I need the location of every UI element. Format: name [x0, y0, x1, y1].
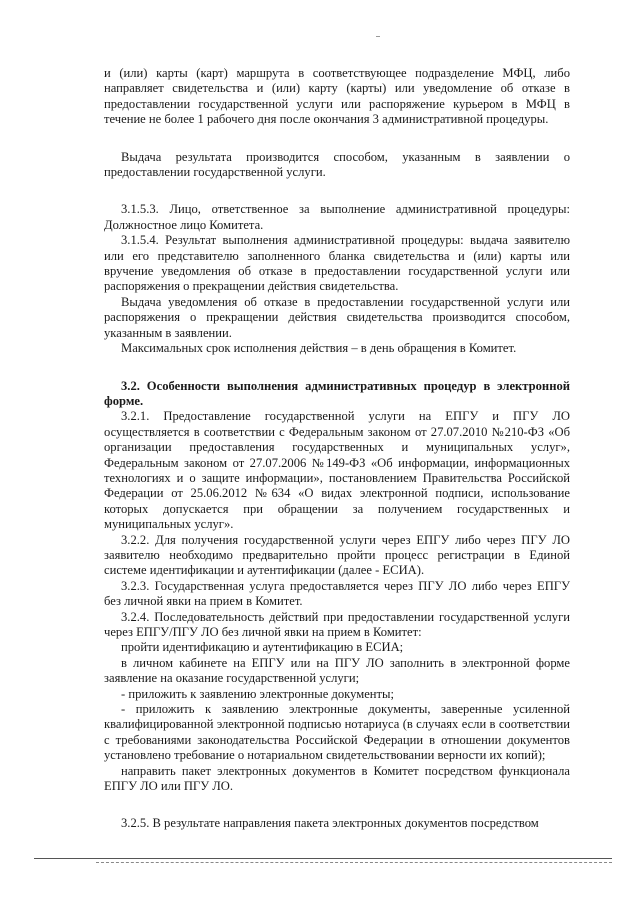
paragraph-max-term: Максимальных срок исполнения действия – в день обращения в Комитет. — [121, 341, 517, 356]
paragraph-result-delivery: Выдача результата производится способом, указанным в заявлении о предоставлении государственной услуги. — [104, 149, 570, 180]
list-item-attach-notarized: - приложить к заявлению электронные документы, заверенные усиленной квалифицированной электронной подписью нотариуса (в случаях если в соответствии с требованиями законодательства Российской Федерации в отношении документов установлено требование о нотариальном свидетельствовании верности их копий); — [104, 702, 570, 763]
paragraph-3-1-5-3: 3.1.5.3. Лицо, ответственное за выполнение административной процедуры: Должностное лицо Комитета. — [104, 202, 570, 232]
paragraph-refusal-delivery: Выдача уведомления об отказе в предоставлении государственной услуги или распоряжения о прекращении действия свидетельства производится способом, указанным в заявлении. — [104, 294, 570, 340]
paragraph-3-1-5-4: 3.1.5.4. Результат выполнения административной процедуры: выдача заявителю или его представителю заполненного бланка свидетельства и (или) карты или вручение уведомления об отказе в предоставлении государственной услуги или распоряжения о прекращении действия свидетельства. — [104, 233, 570, 294]
list-item-send-package: направить пакет электронных документов в Комитет посредством функционала ЕПГУ ЛО или ПГУ ЛО. — [104, 763, 570, 794]
list-item-identification: пройти идентификацию и аутентификацию в ЕСИА; — [121, 640, 404, 655]
paragraph-3-2-4: 3.2.4. Последовательность действий при предоставлении государственной услуги через ЕПГУ/ПГУ ЛО без личной явки на прием в Комитет: — [104, 609, 570, 639]
scan-mark — [376, 36, 380, 37]
paragraph-continuation: и (или) карты (карт) маршрута в соответствующее подразделение МФЦ, либо направляет свидетельства и (или) карту (карты) или уведомление об отказе в предоставлении государственной услуги или распоряжение курьером в МФЦ в течение не более 1 рабочего дня после окончания 3 административной процедуры. — [104, 66, 570, 127]
paragraph-3-2-3: 3.2.3. Государственная услуга предоставляется через ПГУ ЛО либо через ЕПГУ без личной явки на прием в Комитет. — [104, 578, 570, 609]
paragraph-3-2-2: 3.2.2. Для получения государственной услуги через ЕПГУ либо через ПГУ ЛО заявителю необходимо предварительно пройти процесс регистрации в Единой системе идентификации и аутентификации (далее - ЕСИА). — [104, 532, 570, 578]
paragraph-3-2-1: 3.2.1. Предоставление государственной услуги на ЕПГУ и ПГУ ЛО осуществляется в соответствии с Федеральным законом от 27.07.2010 №210-ФЗ «Об организации предоставления государственных и муниципальных услуг», Федеральным законом от 27.07.2006 №149-ФЗ «Об информации, информационных технологиях и о защите информации», постановлением Правительства Российской Федерации от 25.06.2012 №634 «О видах электронной подписи, использование которых допускается при обращении за получением государственных и муниципальных услуг». — [104, 409, 570, 532]
list-item-fill-form: в личном кабинете на ЕПГУ или на ПГУ ЛО заполнить в электронной форме заявление на оказание государственной услуги; — [104, 655, 570, 686]
paragraph-3-2-5: 3.2.5. В результате направления пакета электронных документов посредством — [121, 816, 539, 831]
footer-rule — [34, 858, 612, 859]
list-item-attach-documents: - приложить к заявлению электронные документы; — [121, 686, 395, 701]
section-heading-3-2: 3.2. Особенности выполнения административных процедур в электронной форме. — [104, 378, 570, 408]
document-body — [104, 66, 570, 832]
footer-rule-dashed — [96, 862, 612, 863]
